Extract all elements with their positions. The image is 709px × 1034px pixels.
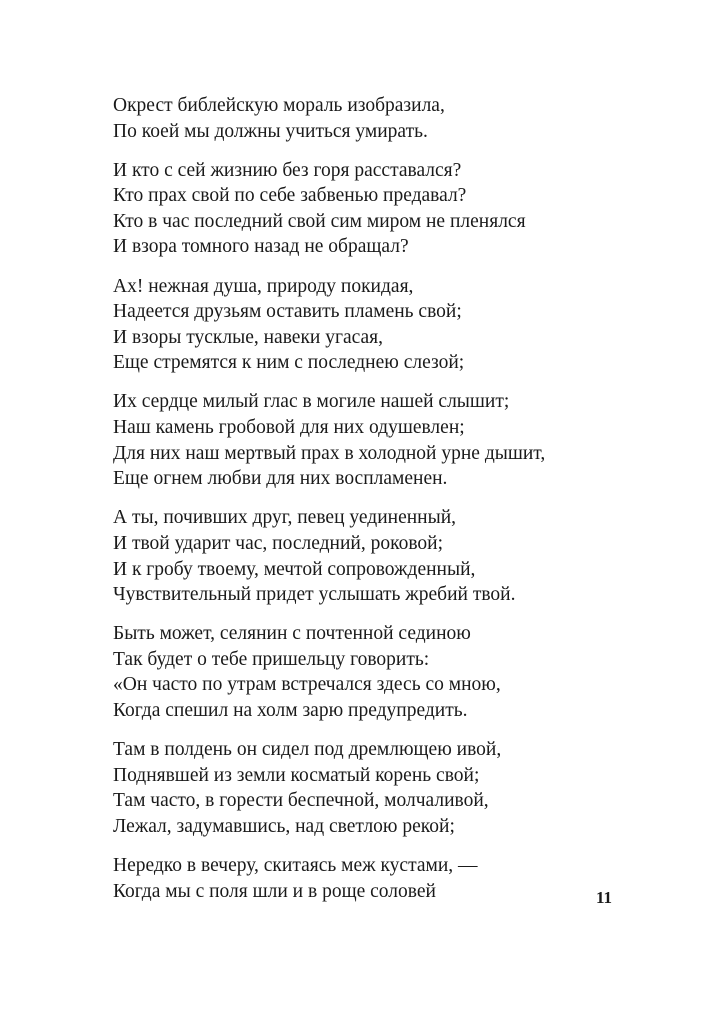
- poem-line: Еще стремятся к ним с последнею слезой;: [113, 352, 465, 374]
- poem-line: Для них наш мертвый прах в холодной урне дышит,: [113, 442, 546, 464]
- poem-line: Их сердце милый глас в могиле нашей слышит;: [113, 391, 510, 413]
- poem-line: Надеется друзьям оставить пламень свой;: [113, 301, 462, 323]
- stanza-4: [113, 389, 613, 491]
- poem-line: Нередко в вечеру, скитаясь меж кустами, —: [113, 854, 478, 876]
- poem-line: Быть может, селянин с почтенной сединою: [113, 623, 471, 645]
- poem-line: «Он часто по утрам встречался здесь со мною,: [113, 674, 501, 696]
- stanza-7: [113, 737, 613, 839]
- poem-line: И к гробу твоему, мечтой сопровожденный,: [113, 558, 476, 580]
- poem-line: Еще огнем любви для них воспламенен.: [113, 468, 448, 490]
- poem-line: Кто в час последний свой сим миром не пленялся: [113, 210, 526, 232]
- poem-line: Кто прах свой по себе забвенью предавал?: [113, 185, 467, 207]
- poem-line: И твой ударит час, последний, роковой;: [113, 532, 444, 554]
- poem-line: И взоры тусклые, навеки угасая,: [113, 326, 384, 348]
- poem-line: Окрест библейскую мораль изобразила,: [113, 95, 445, 116]
- poem-line: И взора томного назад не обращал?: [113, 236, 409, 258]
- stanza-6: [113, 621, 613, 723]
- poem-line: А ты, почивших друг, певец уединенный,: [113, 507, 457, 529]
- poem-line: Наш камень гробовой для них одушевлен;: [113, 417, 465, 439]
- poem-line: Когда мы с поля шли и в роще соловей: [113, 880, 436, 902]
- poem-line: И кто с сей жизнию без горя расставался?: [113, 159, 462, 181]
- poem-line: Там часто, в горести беспечной, молчаливой,: [113, 790, 489, 812]
- stanza-5: [113, 505, 613, 607]
- stanza-2: [113, 158, 613, 260]
- poem-line: Поднявшей из земли косматый корень свой;: [113, 764, 480, 786]
- poem-line: Когда спешил на холм зарю предупредить.: [113, 699, 468, 721]
- poem-line: Так будет о тебе пришельцу говорить:: [113, 648, 430, 670]
- poem-line: Лежал, задумавшись, над светлою рекой;: [113, 815, 455, 837]
- poem-line: Там в полдень он сидел под дремлющею ивой,: [113, 739, 502, 761]
- poem-line: Чувствительный придет услышать жребий твой.: [113, 584, 516, 606]
- stanza-1: [113, 93, 613, 144]
- page-number: 11: [596, 888, 613, 907]
- poem-line: Ах! нежная душа, природу покидая,: [113, 275, 414, 297]
- stanza-8: [113, 853, 613, 904]
- poem-line: По коей мы должны учиться умирать.: [113, 120, 428, 142]
- stanza-3: [113, 274, 613, 376]
- poem-text: [113, 93, 613, 918]
